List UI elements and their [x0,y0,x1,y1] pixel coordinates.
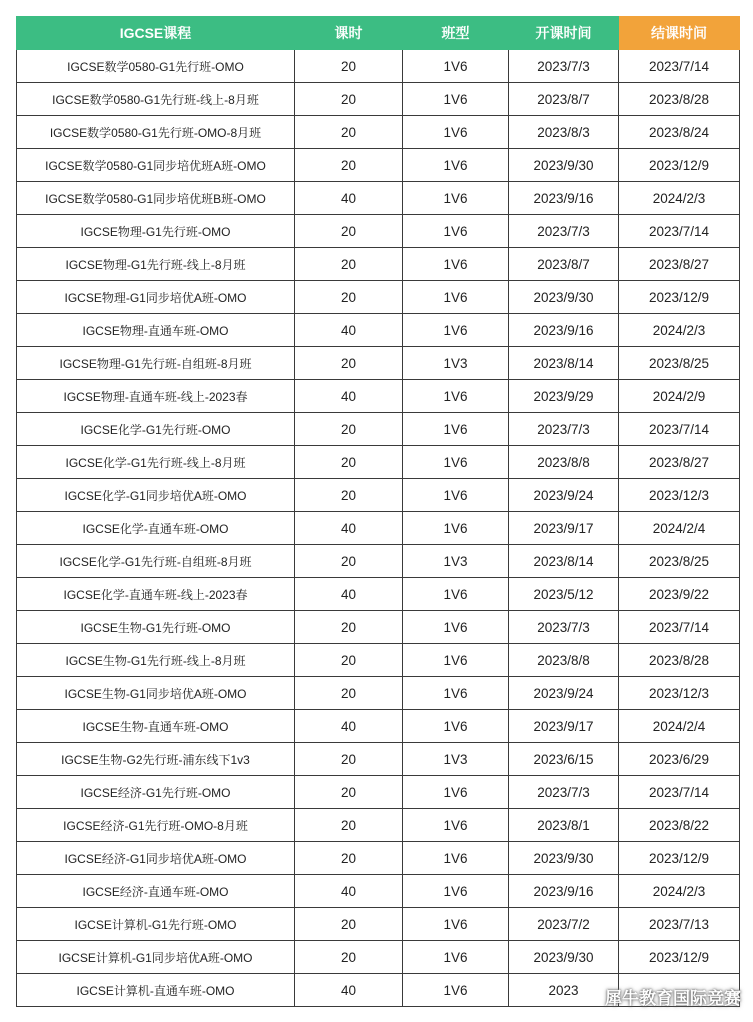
cell-end-date: 2024/2/4 [619,512,740,545]
table-row [17,611,740,644]
cell-course: IGCSE经济-G1先行班-OMO-8月班 [17,809,295,842]
cell-hours: 40 [295,380,403,413]
table-row [17,149,740,182]
cell-course: IGCSE物理-G1先行班-自组班-8月班 [17,347,295,380]
cell-end-date: 2023/12/9 [619,941,740,974]
cell-class-type: 1V6 [403,215,509,248]
cell-start-date: 2023/9/17 [509,710,619,743]
cell-end-date: 2023/12/3 [619,479,740,512]
cell-course: IGCSE化学-G1同步培优A班-OMO [17,479,295,512]
cell-end-date: 2023/8/28 [619,644,740,677]
cell-hours: 40 [295,974,403,1007]
cell-start-date: 2023/5/12 [509,578,619,611]
cell-class-type: 1V6 [403,380,509,413]
cell-hours: 20 [295,545,403,578]
table-row [17,380,740,413]
cell-class-type: 1V3 [403,347,509,380]
cell-hours: 20 [295,743,403,776]
header-start-date: 开课时间 [509,17,619,50]
cell-hours: 20 [295,83,403,116]
cell-course: IGCSE经济-G1同步培优A班-OMO [17,842,295,875]
table-row [17,446,740,479]
cell-class-type: 1V6 [403,644,509,677]
cell-hours: 40 [295,512,403,545]
cell-hours: 20 [295,908,403,941]
cell-course: IGCSE化学-G1先行班-自组班-8月班 [17,545,295,578]
cell-class-type: 1V3 [403,743,509,776]
table-row [17,314,740,347]
cell-course: IGCSE经济-G1先行班-OMO [17,776,295,809]
cell-end-date: 2024/2/4 [619,710,740,743]
cell-course: IGCSE数学0580-G1先行班-OMO-8月班 [17,116,295,149]
cell-start-date: 2023/9/16 [509,182,619,215]
cell-class-type: 1V6 [403,578,509,611]
cell-class-type: 1V6 [403,776,509,809]
cell-start-date: 2023/9/16 [509,314,619,347]
cell-class-type: 1V6 [403,248,509,281]
table-row [17,215,740,248]
cell-course: IGCSE生物-G1同步培优A班-OMO [17,677,295,710]
course-table [16,16,740,1007]
cell-hours: 20 [295,248,403,281]
cell-start-date: 2023/8/3 [509,116,619,149]
cell-end-date: 2023/6/29 [619,743,740,776]
cell-class-type: 1V6 [403,281,509,314]
cell-course: IGCSE计算机-G1同步培优A班-OMO [17,941,295,974]
cell-start-date: 2023/7/3 [509,611,619,644]
table-row [17,578,740,611]
table-row [17,809,740,842]
cell-start-date: 2023/8/1 [509,809,619,842]
cell-end-date: 2023/12/9 [619,842,740,875]
cell-course: IGCSE生物-直通车班-OMO [17,710,295,743]
cell-hours: 20 [295,842,403,875]
table-row [17,479,740,512]
cell-start-date: 2023/7/3 [509,776,619,809]
cell-course: IGCSE计算机-G1先行班-OMO [17,908,295,941]
cell-hours: 20 [295,479,403,512]
cell-end-date: 2024/2/3 [619,314,740,347]
cell-class-type: 1V6 [403,611,509,644]
cell-class-type: 1V6 [403,974,509,1007]
cell-class-type: 1V6 [403,941,509,974]
table-row [17,545,740,578]
header-course: IGCSE课程 [17,17,295,50]
table-row [17,842,740,875]
table-row [17,677,740,710]
table-row [17,50,740,83]
cell-hours: 20 [295,677,403,710]
cell-end-date: 2023/7/14 [619,611,740,644]
cell-end-date: 2023/8/27 [619,446,740,479]
cell-hours: 40 [295,875,403,908]
cell-class-type: 1V3 [403,545,509,578]
cell-class-type: 1V6 [403,875,509,908]
cell-course: IGCSE物理-直通车班-OMO [17,314,295,347]
cell-course: IGCSE数学0580-G1先行班-OMO [17,50,295,83]
table-row [17,743,740,776]
cell-end-date: 2023/12/9 [619,149,740,182]
cell-start-date: 2023/7/2 [509,908,619,941]
course-schedule [16,16,739,1007]
cell-course: IGCSE数学0580-G1同步培优班A班-OMO [17,149,295,182]
cell-start-date: 2023/9/17 [509,512,619,545]
cell-class-type: 1V6 [403,182,509,215]
cell-end-date: 2023/7/14 [619,413,740,446]
watermark-text: 犀牛教育国际竞赛 [605,988,741,1008]
cell-hours: 20 [295,446,403,479]
cell-hours: 20 [295,347,403,380]
cell-end-date: 2024/2/3 [619,182,740,215]
cell-course: IGCSE物理-G1同步培优A班-OMO [17,281,295,314]
cell-hours: 20 [295,413,403,446]
cell-end-date: 2023/8/25 [619,347,740,380]
cell-start-date: 2023/7/3 [509,413,619,446]
cell-course: IGCSE生物-G1先行班-OMO [17,611,295,644]
cell-course: IGCSE化学-G1先行班-线上-8月班 [17,446,295,479]
cell-course: IGCSE数学0580-G1同步培优班B班-OMO [17,182,295,215]
cell-class-type: 1V6 [403,479,509,512]
cell-class-type: 1V6 [403,413,509,446]
header-hours: 课时 [295,17,403,50]
cell-hours: 20 [295,776,403,809]
table-row [17,83,740,116]
cell-hours: 20 [295,644,403,677]
cell-class-type: 1V6 [403,842,509,875]
cell-class-type: 1V6 [403,512,509,545]
cell-class-type: 1V6 [403,116,509,149]
table-row [17,248,740,281]
cell-start-date: 2023/6/15 [509,743,619,776]
cell-start-date: 2023/8/14 [509,545,619,578]
cell-start-date: 2023/9/30 [509,281,619,314]
table-row [17,281,740,314]
cell-start-date: 2023/8/8 [509,644,619,677]
cell-start-date: 2023/7/3 [509,215,619,248]
cell-hours: 20 [295,50,403,83]
cell-course: IGCSE化学-G1先行班-OMO [17,413,295,446]
cell-hours: 40 [295,182,403,215]
cell-course: IGCSE数学0580-G1先行班-线上-8月班 [17,83,295,116]
cell-end-date: 2024/2/3 [619,875,740,908]
cell-end-date: 2023/8/27 [619,248,740,281]
cell-end-date: 2023/9/22 [619,578,740,611]
cell-end-date: 2023/8/22 [619,809,740,842]
cell-end-date: 2023/7/14 [619,776,740,809]
cell-start-date: 2023/9/24 [509,479,619,512]
cell-hours: 20 [295,281,403,314]
cell-start-date: 2023/8/7 [509,248,619,281]
table-row [17,644,740,677]
cell-start-date: 2023/7/3 [509,50,619,83]
cell-start-date: 2023/9/29 [509,380,619,413]
table-row [17,347,740,380]
cell-end-date: 2023/8/24 [619,116,740,149]
cell-start-date: 2023/9/30 [509,149,619,182]
header-end-date: 结课时间 [619,17,740,50]
cell-course: IGCSE物理-G1先行班-线上-8月班 [17,248,295,281]
cell-class-type: 1V6 [403,908,509,941]
cell-hours: 40 [295,578,403,611]
cell-hours: 20 [295,809,403,842]
cell-hours: 20 [295,116,403,149]
table-row [17,776,740,809]
cell-hours: 20 [295,215,403,248]
cell-class-type: 1V6 [403,83,509,116]
table-body [17,50,740,1007]
cell-end-date: 2023/7/14 [619,215,740,248]
cell-end-date: 2023/8/28 [619,83,740,116]
cell-hours: 20 [295,611,403,644]
table-row [17,941,740,974]
wechat-icon [579,987,601,1005]
cell-hours: 20 [295,149,403,182]
cell-hours: 40 [295,710,403,743]
table-row [17,710,740,743]
cell-end-date: 2024/2/9 [619,380,740,413]
cell-course: IGCSE生物-G1先行班-线上-8月班 [17,644,295,677]
table-row [17,512,740,545]
cell-class-type: 1V6 [403,149,509,182]
cell-course: IGCSE计算机-直通车班-OMO [17,974,295,1007]
cell-start-date: 2023/9/30 [509,842,619,875]
cell-hours: 40 [295,314,403,347]
cell-end-date: 2023/7/13 [619,908,740,941]
watermark [579,984,741,1008]
table-row [17,908,740,941]
cell-start-date: 2023 [509,974,619,1007]
cell-end-date: 2023/7/14 [619,50,740,83]
cell-end-date: 2023/12/9 [619,281,740,314]
cell-course: IGCSE经济-直通车班-OMO [17,875,295,908]
cell-course: IGCSE物理-G1先行班-OMO [17,215,295,248]
cell-course: IGCSE物理-直通车班-线上-2023春 [17,380,295,413]
table-row [17,116,740,149]
cell-start-date: 2023/8/7 [509,83,619,116]
cell-class-type: 1V6 [403,710,509,743]
cell-start-date: 2023/9/30 [509,941,619,974]
cell-class-type: 1V6 [403,446,509,479]
header-class-type: 班型 [403,17,509,50]
table-row [17,413,740,446]
cell-end-date: 2023/8/25 [619,545,740,578]
cell-start-date: 2023/8/14 [509,347,619,380]
cell-end-date: 2023/12/3 [619,677,740,710]
cell-class-type: 1V6 [403,314,509,347]
cell-class-type: 1V6 [403,809,509,842]
cell-start-date: 2023/9/24 [509,677,619,710]
cell-course: IGCSE化学-直通车班-OMO [17,512,295,545]
cell-course: IGCSE生物-G2先行班-浦东线下1v3 [17,743,295,776]
cell-start-date: 2023/8/8 [509,446,619,479]
cell-hours: 20 [295,941,403,974]
table-header-row [17,17,740,50]
cell-start-date: 2023/9/16 [509,875,619,908]
table-row [17,875,740,908]
cell-course: IGCSE化学-直通车班-线上-2023春 [17,578,295,611]
cell-class-type: 1V6 [403,677,509,710]
cell-class-type: 1V6 [403,50,509,83]
table-row [17,182,740,215]
